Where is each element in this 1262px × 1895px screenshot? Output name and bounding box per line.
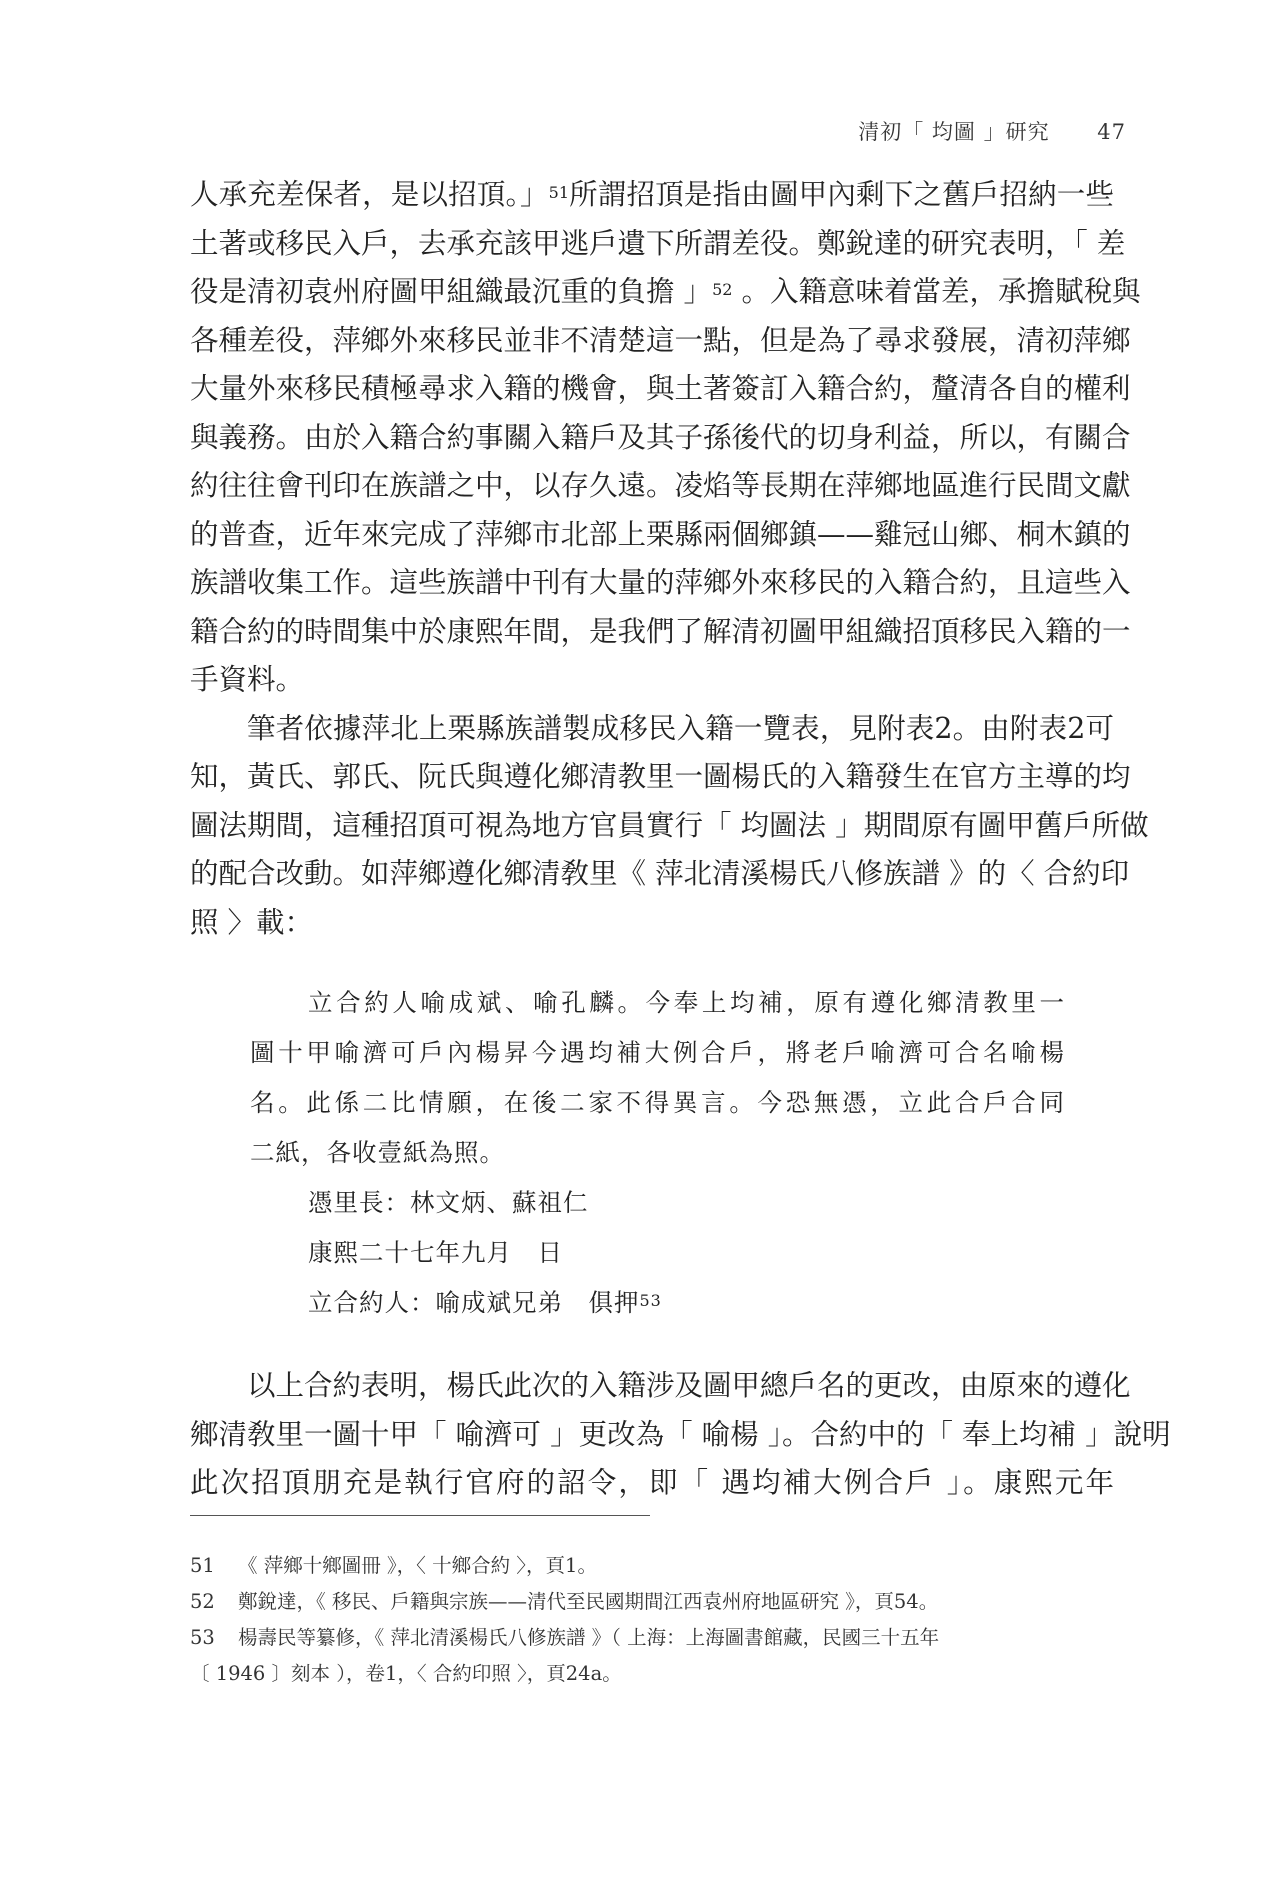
footnote-number: 51 [190, 1554, 215, 1577]
text-line: 與義務。由於入籍合約事關入籍戶及其子孫後代的切身利益，所以，有關合 [190, 420, 1131, 454]
quote-line: 圖十甲喻濟可戶內楊昇今遇均補大例合戶，將老戶喻濟可合名喻楊 [250, 1038, 1065, 1067]
paragraph-3 [190, 1362, 1171, 1508]
footnote-number: 52 [190, 1590, 215, 1613]
footnote [190, 1548, 1114, 1584]
text-line: 大量外來移民積極尋求入籍的機會，與土著簽訂入籍合約，釐清各自的權利 [190, 372, 1131, 405]
text-line: 知，黃氏、郭氏、阮氏與遵化鄉清教里一圖楊氏的入籍發生在官方主導的均 [190, 760, 1131, 793]
text-line: 各種差役，萍鄉外來移民並非不清楚這一點，但是為了尋求發展，清初萍鄉 [190, 323, 1131, 357]
text-line: 圖法期間，這種招頂可視為地方官員實行「 均圖法 」期間原有圖甲舊戶所做 [190, 808, 1149, 842]
quote-line: 立合約人喻成斌、喻孔麟。今奉上均補，原有遵化鄉清教里一 [308, 988, 1065, 1017]
footnote-divider [190, 1515, 650, 1516]
text-line: 約往往會刊印在族譜之中，以存久遠。凌焰等長期在萍鄉地區進行民間文獻 [190, 469, 1131, 502]
footnotes [190, 1548, 1114, 1692]
quote-line: 憑里長：林文炳、蘇祖仁 [308, 1188, 589, 1217]
text-line: 土著或移民入戶，去承充該甲逃戶遺下所謂差役。鄭銳達的研究表明，「 差 [190, 226, 1126, 260]
footnote [190, 1620, 1114, 1656]
text-line: 族譜收集工作。這些族譜中刊有大量的萍鄉外來移民的入籍合約，且這些入 [190, 566, 1131, 599]
footnote-ref[interactable]: 53 [639, 1291, 662, 1310]
text-line: 人承充差保者，是以招頂。」$^{51}$所謂招頂是指由圖甲內剩下之舊戶招納一些 [190, 178, 1114, 211]
footnote-ref[interactable]: 51 [548, 183, 569, 202]
footnote-continuation: 〔 1946 〕刻本 ），卷1，〈 合約印照 〉，頁24a。 [190, 1662, 622, 1685]
footnote-text: 鄭銳達，《 移民、戶籍與宗族——清代至民國期間江西袁州府地區研究 》，頁54。 [238, 1590, 939, 1613]
running-header [858, 116, 1126, 146]
text-line: 的普查，近年來完成了萍鄉市北部上栗縣兩個鄉鎮——雞冠山鄉、桐木鎮的 [190, 517, 1131, 551]
text-line: 筆者依據萍北上栗縣族譜製成移民入籍一覽表，見附表2。由附表2可 [247, 711, 1114, 745]
text-line: 此次招頂朋充是執行官府的詔令，即「 遇均補大例合戶 」。康熙元年 [190, 1466, 1114, 1499]
footnote-text: 楊壽民等纂修，《 萍北清溪楊氏八修族譜 》（ 上海：上海圖書館藏，民國三十五年 [238, 1626, 940, 1649]
page-number: 47 [1097, 120, 1126, 144]
footnote-number: 53 [190, 1626, 215, 1649]
text-line: 以上合約表明，楊氏此次的入籍涉及圖甲總戶名的更改，由原來的遵化 [247, 1369, 1131, 1402]
paragraph-1 [190, 171, 1149, 947]
text-line: 的配合改動。如萍鄉遵化鄉清敎里《 萍北清溪楊氏八修族譜 》的〈 合約印 [190, 857, 1130, 890]
text-line: 鄉清敎里一圖十甲「 喻濟可 」更改為「 喻楊 」。合約中的「 奉上均補 」說明 [190, 1417, 1171, 1451]
footnote [190, 1584, 1114, 1620]
text-line: 照 〉載： [190, 905, 314, 939]
quote-line: 名。此係二比情願，在後二家不得異言。今恐無憑，立此合戶合同 [250, 1088, 1065, 1117]
quote-line: 康熙二十七年九月 日 [308, 1238, 563, 1267]
text-line: 手資料。 [190, 663, 305, 696]
footnote-ref[interactable]: 52 [712, 280, 733, 299]
running-title: 清初「 均圖 」研究 [858, 120, 1050, 144]
quote-line: 立合約人：喻成斌兄弟 俱押$^{53}$ [308, 1288, 662, 1317]
block-quote [250, 978, 1065, 1328]
quote-line: 二紙，各收壹紙為照。 [250, 1138, 505, 1167]
footnote-text: 《 萍鄉十鄉圖冊 》，〈 十鄉合約 〉，頁1。 [238, 1554, 597, 1577]
text-line: 籍合約的時間集中於康熙年間，是我們了解清初圖甲組織招頂移民入籍的一 [190, 614, 1131, 648]
text-line: 役是清初袁州府圖甲組織最沉重的負擔 」$^{52}$ 。入籍意味着當差，承擔賦稅與 [190, 275, 1141, 308]
